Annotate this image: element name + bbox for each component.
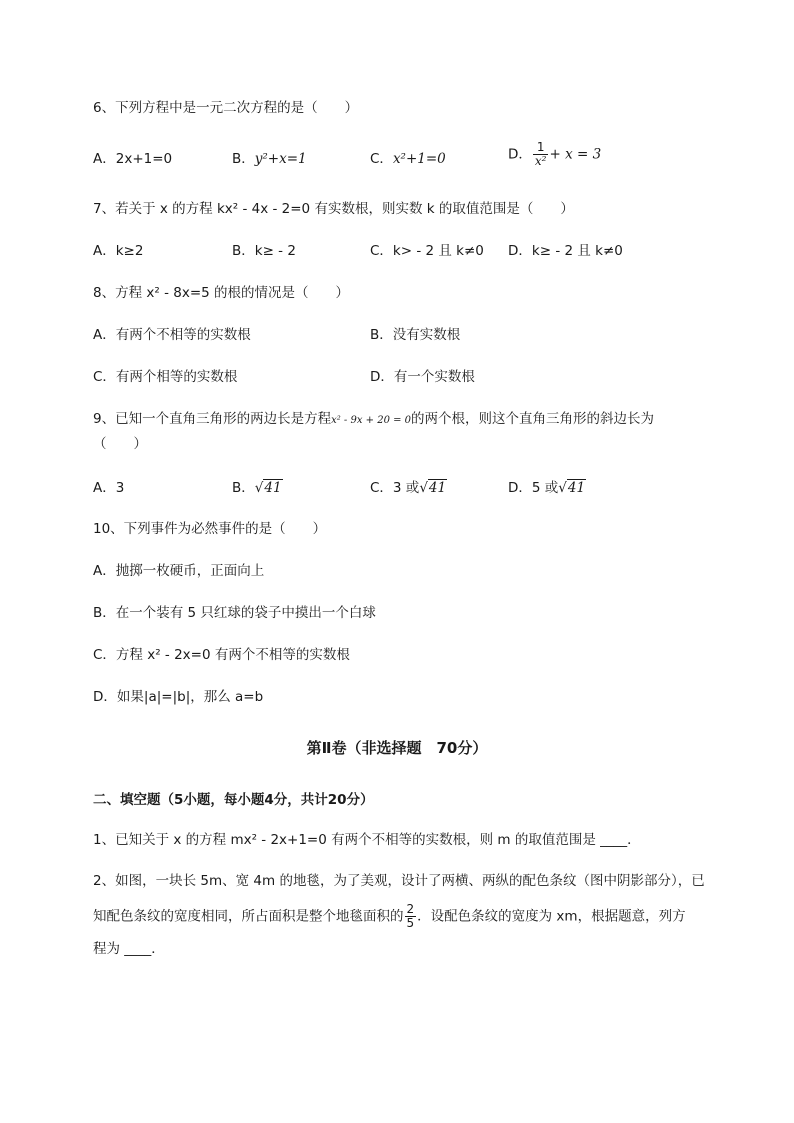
question-9-option-d <box>508 478 586 498</box>
option-label: D．5 或 <box>508 480 559 496</box>
question-text: 知配色条纹的宽度相同，所占面积是整个地毯面积的 <box>93 908 404 925</box>
question-10-option-b: B．在一个装有 5 只红球的袋子中摸出一个白球 <box>93 605 376 621</box>
question-10-option-a: A．抛掷一枚硬币，正面向上 <box>93 563 265 579</box>
question-10-stem: 10、下列事件为必然事件的是（ ） <box>93 521 327 537</box>
question-9-option-b <box>232 478 283 498</box>
question-8-option-b: B．没有实数根 <box>370 327 461 343</box>
fraction <box>533 141 549 168</box>
question-9-stem <box>93 409 654 431</box>
question-7-option-d: D．k≥ - 2 且 k≠0 <box>508 243 623 259</box>
option-label: C． <box>370 151 393 167</box>
fraction-numerator: 2 <box>406 902 415 916</box>
option-label: B． <box>232 151 255 167</box>
fraction <box>405 903 417 930</box>
question-6-option-d <box>508 141 601 168</box>
fraction-denominator: x² <box>534 154 547 168</box>
fill-in-question-2-line-1: 2、如图，一块长 5m、宽 4m 的地毯，为了美观，设计了两横、两纵的配色条纹（图中阴影部分），已 <box>93 873 705 889</box>
question-7-stem: 7、若关于 x 的方程 kx² - 4x - 2=0 有实数根，则实数 k 的取值范围是（ ） <box>93 201 574 217</box>
question-7-option-a: A．k≥2 <box>93 243 144 259</box>
radicand: 41 <box>567 480 586 496</box>
question-8-stem: 8、方程 x² - 8x=5 的根的情况是（ ） <box>93 285 350 301</box>
square-root: √41 <box>419 480 447 496</box>
option-label: D． <box>508 146 532 163</box>
fill-in-question-2-line-3: 程为 ____． <box>93 941 165 957</box>
question-6-stem: 6、下列方程中是一元二次方程的是（ ） <box>93 100 359 116</box>
question-9-option-c <box>370 478 447 498</box>
fraction-denominator: 5 <box>406 916 415 930</box>
question-9-option-a: A．3 <box>93 480 125 496</box>
quadratic-equation: x² - 9x + 20 = 0 <box>331 415 412 426</box>
math-expression: + x = 3 <box>549 146 602 163</box>
math-expression: x²+1=0 <box>392 151 446 167</box>
question-10-option-c: C．方程 x² - 2x=0 有两个不相等的实数根 <box>93 647 350 663</box>
question-8-option-d: D．有一个实数根 <box>370 369 475 385</box>
question-8-option-c: C．有两个相等的实数根 <box>93 369 238 385</box>
radicand: 41 <box>428 480 447 496</box>
question-6-option-a: A．2x+1=0 <box>93 151 173 167</box>
question-9-stem-continued: （ ） <box>93 436 147 452</box>
question-text: ．设配色条纹的宽度为 xm，根据题意，列方 <box>417 908 686 925</box>
fill-in-question-1: 1、已知关于 x 的方程 mx² - 2x+1=0 有两个不相等的实数根，则 m 的取值范围是 ____． <box>93 832 641 848</box>
question-6-option-c <box>370 149 446 169</box>
question-7-option-b: B．k≥ - 2 <box>232 243 296 259</box>
math-expression: y²+x=1 <box>254 151 307 167</box>
part-2-title: 第Ⅱ卷（非选择题 70分） <box>306 739 488 757</box>
question-10-option-d: D．如果|a|=|b|，那么 a=b <box>93 689 264 705</box>
question-7-option-c: C．k> - 2 且 k≠0 <box>370 243 484 259</box>
stem-text: 的两个根，则这个直角三角形的斜边长为 <box>411 411 655 427</box>
option-label: B． <box>232 480 255 496</box>
square-root: √41 <box>558 480 586 496</box>
fill-in-question-2-line-2 <box>93 903 686 930</box>
square-root: √41 <box>254 480 282 496</box>
radicand: 41 <box>264 480 282 496</box>
fraction-numerator: 1 <box>533 141 549 155</box>
question-6-option-b <box>232 149 307 169</box>
option-label: C．3 或 <box>370 480 420 496</box>
stem-text: 9、已知一个直角三角形的两边长是方程 <box>93 411 332 427</box>
section-2-heading: 二、填空题（5小题，每小题4分，共计20分） <box>93 792 374 808</box>
question-8-option-a: A．有两个不相等的实数根 <box>93 327 251 343</box>
